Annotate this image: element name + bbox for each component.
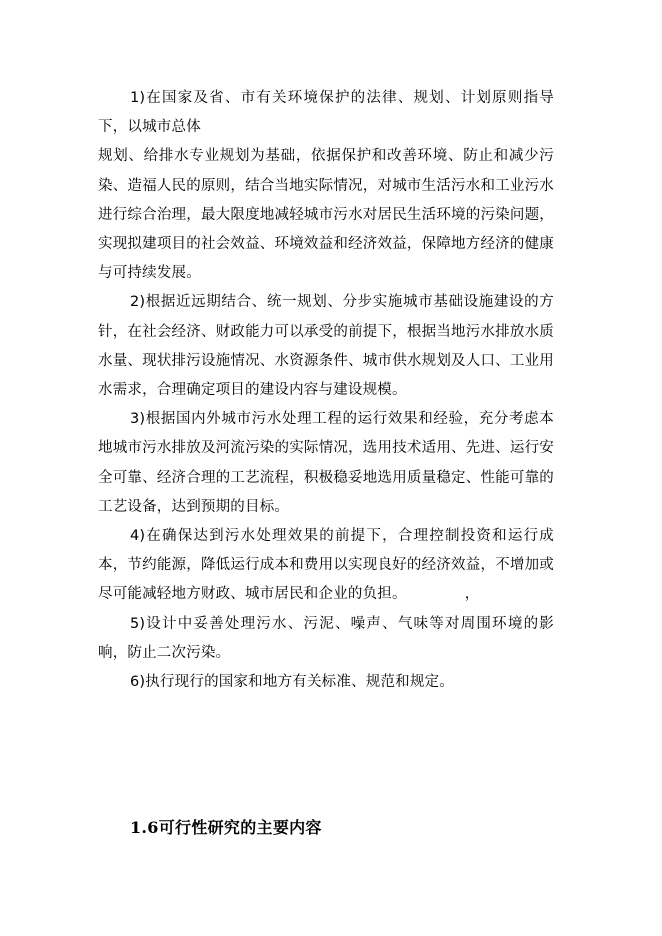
- paragraph-1-continuation: 规划、给排水专业规划为基础，依据保护和改善环境、防止和减少污染、造福人民的原则，结合当地实际情况，对城市生活污水和工业污水进行综合治理，最大限度地减轻城市污水对居民生活环境的污染问题，实现拟建项目的社会效益、环境效益和经济效益，保障地方经济的健康与可持续发展。: [98, 148, 554, 282]
- paragraph-4: [98, 522, 554, 610]
- paragraph-1-intro: 1)在国家及省、市有关环境保护的法律、规划、计划原则指导下，以城市总体: [98, 90, 554, 136]
- section-heading: 1.6可行性研究的主要内容: [130, 818, 322, 837]
- paragraph-4-text: 4)在确保达到污水处理效果的前提下，合理控制投资和运行成本，节约能源，降低运行成本和费用以实现良好的经济效益，不增加或尽可能减轻地方财政、城市居民和企业的负担。: [98, 528, 554, 603]
- paragraph-3: 3)根据国内外城市污水处理工程的运行效果和经验，充分考虑本地城市污水排放及河流污染的实际情况，选用技术适用、先进、运行安全可靠、经济合理的工艺流程，积极稳妥地选用质量稳定、性能可靠的工艺设备，达到预期的目标。: [98, 411, 554, 515]
- paragraph-6: 6)执行现行的国家和地方有关标准、规范和规定。: [130, 674, 454, 691]
- paragraph-4-trailing-mark: ，: [464, 586, 480, 603]
- paragraph-5: 5)设计中妥善处理污水、污泥、噪声、气味等对周围环境的影响，防止二次污染。: [98, 615, 554, 661]
- document-body: [98, 84, 554, 697]
- paragraph-2: 2)根据近远期结合、统一规划、分步实施城市基础设施建设的方针，在社会经济、财政能力可以承受的前提下，根据当地污水排放水质水量、现状排污设施情况、水资源条件、城市供水规划及人口、工业用水需求，合理确定项目的建设内容与建设规模。: [98, 294, 554, 399]
